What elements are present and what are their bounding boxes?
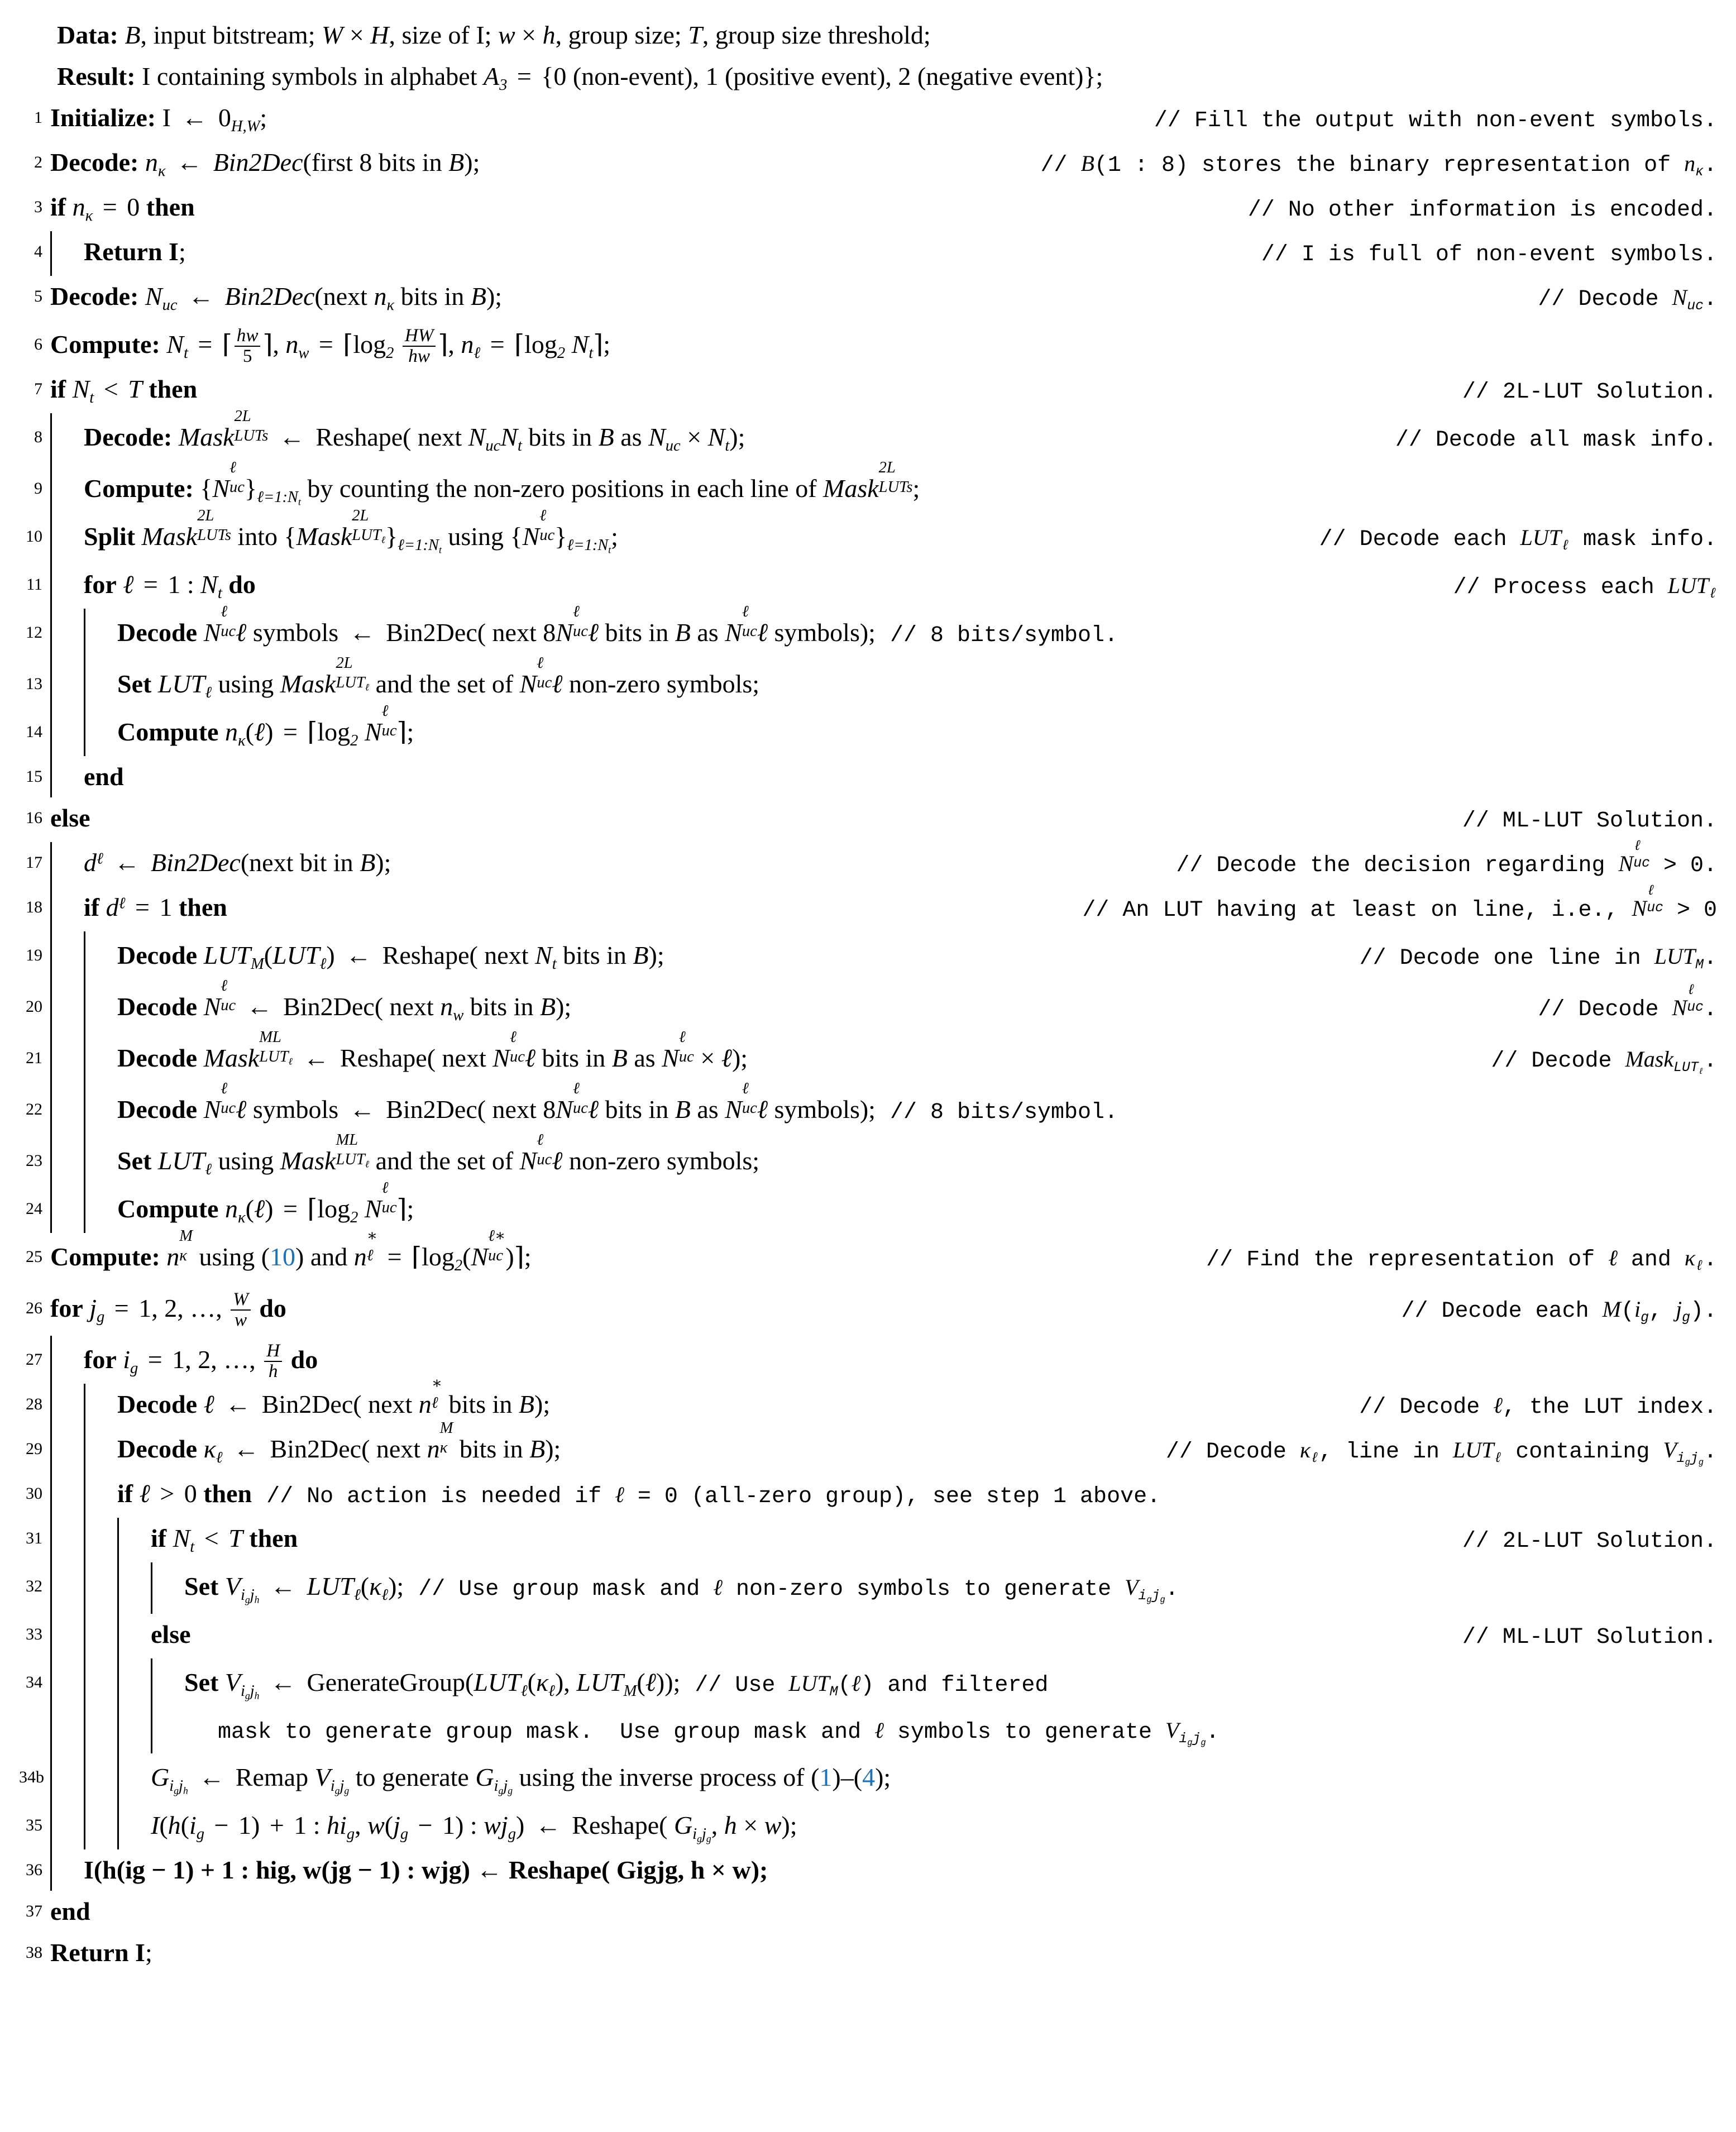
algorithm-line-2 <box>19 142 1717 187</box>
line-comment: // Use $LUT_M(\ell)$ and filtered <box>695 1671 1049 1700</box>
indent-bar <box>50 660 52 708</box>
indent-bar <box>117 1518 119 1562</box>
line-statement: $G_{i_gj_h}$ ← Remap $V_{i_gj_g}$ to generate $G_{i_gj_g}$ using the inverse process of (1)–(4); <box>151 1763 891 1796</box>
line-statement: else <box>151 1620 191 1648</box>
indent-bar <box>50 1086 52 1137</box>
indent-bar <box>84 1710 85 1753</box>
algorithm-data-line <box>19 15 1717 56</box>
indent-bar <box>50 609 52 660</box>
indent-bar <box>151 1710 152 1753</box>
line-statement: if $d^\ell = 1$ then <box>84 893 227 921</box>
indent-bar <box>50 708 52 756</box>
line-statement: Return I; <box>50 1938 152 1967</box>
indent-bar <box>50 1034 52 1086</box>
line-number: 26 <box>26 1299 42 1317</box>
indent-bar <box>50 1710 52 1753</box>
line-content <box>151 1753 1717 1801</box>
line-content <box>50 321 1717 369</box>
algorithm-line-25 <box>19 1227 1717 1284</box>
line-comment: // Process each $LUT_\ell$ <box>1453 573 1717 602</box>
line-content <box>84 838 1717 887</box>
line-comment: // Decode the decision regarding N ℓ uc > 0. <box>1176 838 1717 878</box>
indent-bar <box>84 931 85 983</box>
line-number: 28 <box>26 1395 42 1413</box>
line-content <box>117 1419 1717 1473</box>
line-comment: // Fill the output with non-event symbols. <box>1154 108 1717 133</box>
algorithm-line-11 <box>19 564 1717 609</box>
line-comment: // Decode ℓ, the LUT index. <box>1359 1393 1717 1420</box>
indent-bar <box>50 756 52 797</box>
indent-bar <box>84 1137 85 1185</box>
indent-bars <box>50 564 84 609</box>
indent-bar <box>50 513 52 564</box>
line-comment: // Decode one line in $LUT_M$. <box>1359 944 1717 973</box>
indent-bar <box>117 1614 119 1658</box>
indent-bars <box>50 1336 84 1384</box>
line-comment: // Decode $N_{uc}$. <box>1538 285 1717 314</box>
algorithm-line-7 <box>19 369 1717 413</box>
line-number: 24 <box>26 1199 42 1218</box>
algorithm-line-16 <box>19 797 1717 842</box>
equation-ref-10[interactable]: 10 <box>270 1242 296 1271</box>
line-content <box>50 1891 1717 1932</box>
indent-bar <box>84 1658 85 1710</box>
line-number: 36 <box>26 1861 42 1879</box>
indent-bar <box>50 413 52 465</box>
line-statement: Compute $n_\kappa(\ell)$ = $⌈\log_2$ N ℓ uc ⌉; <box>117 702 414 750</box>
line-number: 38 <box>26 1943 42 1962</box>
line-number: 13 <box>26 675 42 693</box>
equation-ref-1[interactable]: 1 <box>819 1763 833 1791</box>
line-number: 16 <box>26 809 42 827</box>
line-comment: // No action is needed if ℓ = 0 (all-zero group), see step 1 above. <box>266 1482 1161 1509</box>
indent-bars <box>50 609 117 660</box>
line-content <box>84 1336 1717 1384</box>
indent-bars <box>50 231 84 276</box>
line-number: 5 <box>34 287 42 305</box>
line-content <box>184 1562 1717 1614</box>
line-content <box>117 1029 1717 1086</box>
indent-bars <box>50 513 84 564</box>
algorithm-line-33 <box>19 1614 1717 1658</box>
indent-bar <box>50 1614 52 1658</box>
line-comment: // Decode each $LUT_\ell$ mask info. <box>1319 525 1717 554</box>
line-number: 8 <box>34 428 42 446</box>
algorithm-line-22 <box>19 1080 1717 1137</box>
indent-bars <box>50 756 84 797</box>
line-statement: Compute: {N ℓ uc }$_{\ell=1:N_t}$ by counting the non-zero positions in each line of Mask 2L LUTs ; <box>84 459 920 508</box>
line-statement: if ℓ > 0 then <box>117 1479 252 1508</box>
indent-bar <box>84 708 85 756</box>
line-number: 15 <box>26 767 42 786</box>
indent-bar <box>50 887 52 931</box>
line-statement: Split Mask 2L LUTs into {Mask 2L $LUT_\ell$ }$_{\ell=1:N_t}$ using {N ℓ uc }$_{\ell=1:N_t}$; <box>84 507 618 556</box>
line-content <box>84 231 1717 276</box>
line-statement: for $j_g = 1$, 2, …, $\frac{W}{w}$ do <box>50 1289 286 1330</box>
indent-bars <box>50 1710 184 1753</box>
indent-bars <box>50 1428 117 1473</box>
line-statement: for $i_g = 1$, 2, …, $\frac{H}{h}$ do <box>84 1340 318 1382</box>
indent-bars <box>50 1473 117 1518</box>
line-content <box>117 1473 1717 1518</box>
line-number: 25 <box>26 1247 42 1266</box>
line-comment: // Decode each $M(i_g$, $j_g$). <box>1401 1297 1717 1326</box>
line-comment: // I is full of non-event symbols. <box>1261 242 1717 267</box>
algorithm-line-3 <box>19 187 1717 231</box>
line-number: 33 <box>26 1625 42 1643</box>
line-number: 2 <box>34 153 42 171</box>
algorithm-line-34-continuation <box>19 1710 1717 1753</box>
line-comment: // 2L-LUT Solution. <box>1462 1529 1717 1554</box>
line-number: 12 <box>26 623 42 642</box>
line-comment: // ML-LUT Solution. <box>1462 1625 1717 1650</box>
line-comment: // Decode $\kappa_\ell$, line in $LUT_\ell$ containing $V_{i_gj_g}$. <box>1165 1437 1717 1467</box>
line-content <box>84 507 1717 564</box>
indent-bar <box>84 1801 85 1849</box>
line-number: 34b <box>19 1768 44 1786</box>
indent-bar <box>50 1185 52 1233</box>
algorithm-line-37 <box>19 1849 1717 1891</box>
line-statement: Initialize: I ← $0_{H,W}$; <box>50 103 267 136</box>
line-content <box>50 369 1717 413</box>
line-content <box>50 187 1717 231</box>
indent-bars <box>50 887 84 931</box>
algorithm-line-12 <box>19 603 1717 660</box>
line-comment: // B(1 : 8) stores the binary representation of $n_\kappa$. <box>1040 151 1717 180</box>
line-content <box>50 142 1717 187</box>
indent-bars <box>50 465 84 513</box>
algorithm-line-1 <box>19 97 1717 142</box>
indent-bar <box>50 1473 52 1518</box>
indent-bar <box>84 983 85 1034</box>
algorithm-line-30 <box>19 1473 1717 1518</box>
line-comment: // An LUT having at least on line, i.e., N ℓ uc > 0 <box>1082 883 1717 923</box>
result-label: Result: <box>57 62 136 90</box>
line-comment: // 8 bits/symbol. <box>889 623 1118 648</box>
line-number: 4 <box>34 242 42 261</box>
line-comment-continued: mask to generate group mask. Use group mask and ℓ symbols to generate $V_{i_gj_g}$. <box>218 1718 1219 1748</box>
indent-bar <box>50 465 52 513</box>
indent-bar <box>50 1518 52 1562</box>
indent-bar <box>50 1753 52 1801</box>
indent-bar <box>84 1614 85 1658</box>
algorithm-line-26 <box>19 1284 1717 1336</box>
indent-bars <box>50 1849 84 1891</box>
indent-bars <box>50 1801 151 1849</box>
indent-bars <box>50 1753 151 1801</box>
line-statement: Set $LUT_\ell$ using Mask 2L $LUT_\ell$ and the set of N ℓ uc ℓ non-zero symbols; <box>117 654 760 702</box>
line-content <box>151 1801 1717 1849</box>
line-number: 30 <box>26 1484 42 1503</box>
algorithm-line-31 <box>19 1518 1717 1562</box>
algorithm-line-10 <box>19 507 1717 564</box>
line-statement: Set $LUT_\ell$ using Mask ML $LUT_\ell$ and the set of N ℓ uc ℓ non-zero symbols; <box>117 1131 760 1179</box>
line-statement: if $N_t < T$ then <box>50 375 198 407</box>
line-statement: Decode: $n_\kappa$ ← Bin2Dec(first 8 bits in B); <box>50 148 480 180</box>
indent-bar <box>84 1086 85 1137</box>
line-comment: // 2L-LUT Solution. <box>1462 380 1717 405</box>
result-text: I containing symbols in alphabet $A_3 = \{0$ (non-event), 1 (positive event), 2 (negative event)}; <box>142 62 1103 94</box>
indent-bar <box>84 660 85 708</box>
line-statement: Decode N ℓ uc ← Bin2Dec( next $n_w$ bits in B); <box>117 977 572 1025</box>
line-content <box>84 883 1717 931</box>
line-content <box>50 1284 1717 1336</box>
algorithm-line-28 <box>19 1375 1717 1428</box>
indent-bar <box>50 1801 52 1849</box>
indent-bar <box>151 1562 152 1614</box>
algorithm-line-24 <box>19 1179 1717 1233</box>
indent-bar <box>84 1384 85 1428</box>
line-comment: // Use group mask and ℓ non-zero symbols to generate $V_{i_gj_g}$. <box>418 1575 1179 1605</box>
algorithm-line-20 <box>19 977 1717 1034</box>
algorithm-line-17 <box>19 838 1717 887</box>
line-number: 9 <box>34 479 42 498</box>
line-number: 17 <box>26 853 42 872</box>
line-number: 6 <box>34 335 42 353</box>
indent-bar <box>50 1658 52 1710</box>
indent-bar <box>50 1137 52 1185</box>
indent-bar <box>50 1849 52 1891</box>
algorithm-line-4 <box>19 231 1717 276</box>
line-statement: else <box>50 804 90 832</box>
line-statement: Set $V_{i_gj_h}$ ← $GenerateGroup(LUT_\ell(\kappa_\ell)$, $LUT_M(\ell)$); <box>184 1668 681 1701</box>
algorithm-line-18 <box>19 883 1717 931</box>
indent-bar <box>84 1562 85 1614</box>
line-statement: Compute $n_\kappa(\ell)$ = $⌈\log_2$ N ℓ uc ⌉; <box>117 1179 414 1227</box>
algorithm-line-5 <box>19 276 1717 321</box>
indent-bars <box>50 1034 117 1086</box>
indent-bar <box>84 1034 85 1086</box>
indent-bars <box>50 1137 117 1185</box>
line-statement: for ℓ = 1 : $N_t$ do <box>84 570 256 603</box>
line-statement: if $N_t < T$ then <box>151 1524 298 1556</box>
algorithm-line-6 <box>19 321 1717 369</box>
indent-bar <box>50 931 52 983</box>
line-number: 29 <box>26 1440 42 1458</box>
indent-bar <box>84 1428 85 1473</box>
line-statement: Decode N ℓ uc ℓ symbols ← Bin2Dec( next 8N ℓ uc ℓ bits in B as N ℓ uc ℓ symbols); <box>117 603 876 647</box>
line-number: 1 <box>34 108 42 127</box>
line-comment: // ML-LUT Solution. <box>1462 809 1717 834</box>
line-number: 11 <box>26 575 42 594</box>
algorithm-line-23 <box>19 1131 1717 1185</box>
algorithm-line-39 <box>19 1932 1717 1973</box>
indent-bars <box>50 1086 117 1137</box>
ref-dash: – <box>840 1763 854 1791</box>
line-statement: $d^\ell$ ← Bin2Dec(next bit in B); <box>84 848 391 877</box>
indent-bar <box>50 842 52 887</box>
indent-bars <box>50 1185 117 1233</box>
line-statement: Set $V_{i_gj_h}$ ← $LUT_\ell(\kappa_\ell)$; <box>184 1572 404 1605</box>
line-content <box>50 797 1717 842</box>
algorithm-line-14 <box>19 702 1717 756</box>
line-number: 34 <box>26 1673 42 1691</box>
line-content <box>151 1518 1717 1562</box>
line-statement: Return I; <box>84 237 186 266</box>
algorithm-result-line <box>19 56 1717 97</box>
indent-bars <box>50 1384 117 1428</box>
indent-bars <box>50 1518 151 1562</box>
indent-bar <box>117 1658 119 1710</box>
indent-bars <box>50 1614 151 1658</box>
line-content <box>151 1614 1717 1658</box>
line-comment: // 8 bits/symbol. <box>889 1100 1118 1125</box>
algorithm-line-35 <box>19 1753 1717 1801</box>
algorithm-line-36 <box>19 1801 1717 1849</box>
indent-bar <box>50 1336 52 1384</box>
line-statement: Decode ℓ ← Bin2Dec( next n ∗ ℓ bits in B); <box>117 1375 551 1418</box>
line-content <box>84 756 1717 797</box>
line-comment: // Decode N ℓ uc . <box>1538 982 1717 1022</box>
line-comment: // Find the representation of ℓ and $\kappa_\ell$. <box>1206 1245 1717 1274</box>
algorithm-line-34 <box>19 1658 1717 1710</box>
line-statement: end <box>50 1897 90 1925</box>
indent-bars <box>50 842 84 887</box>
line-number: 37 <box>26 1902 42 1920</box>
line-number: 14 <box>26 723 42 741</box>
line-number: 3 <box>34 198 42 216</box>
line-comment: // Decode Mask$_{LUT_\ell}$. <box>1491 1046 1717 1077</box>
line-number: 27 <box>26 1350 42 1369</box>
indent-bars <box>50 1658 184 1710</box>
indent-bar <box>50 1384 52 1428</box>
line-statement: end <box>84 762 124 791</box>
indent-bar <box>50 1428 52 1473</box>
line-content <box>84 564 1717 609</box>
line-statement: Decode Mask ML $LUT_\ell$ ← Reshape( next N ℓ uc ℓ bits in B as N ℓ uc × ℓ); <box>117 1029 748 1072</box>
indent-bars <box>50 413 84 465</box>
indent-bar <box>117 1710 119 1753</box>
indent-bar <box>50 564 52 609</box>
line-content <box>117 603 1717 660</box>
line-content <box>117 702 1717 756</box>
indent-bar <box>50 231 52 276</box>
algorithm-line-8 <box>19 408 1717 465</box>
line-number: 23 <box>26 1151 42 1170</box>
indent-bar <box>117 1801 119 1849</box>
line-content <box>50 276 1717 321</box>
indent-bars <box>50 708 117 756</box>
line-statement: Compute: n M κ using (10) and n ∗ ℓ = $⌈\log_2(N$ ℓ∗ uc )⌉; <box>50 1227 532 1275</box>
equation-ref-4[interactable]: 4 <box>862 1763 876 1791</box>
line-statement: Decode N ℓ uc ℓ symbols ← Bin2Dec( next 8N ℓ uc ℓ bits in B as N ℓ uc ℓ symbols); <box>117 1080 876 1124</box>
algorithm-line-21 <box>19 1029 1717 1086</box>
line-statement: I(h(ig − 1) + 1 : hig, w(jg − 1) : wjg) ← Reshape( Gigjg, h × w); <box>84 1856 768 1884</box>
line-number: 18 <box>26 898 42 916</box>
line-content <box>117 1131 1717 1185</box>
line-content <box>50 97 1717 142</box>
algorithm-line-38 <box>19 1891 1717 1932</box>
line-comment: // Decode all mask info. <box>1395 428 1717 453</box>
algorithm-line-29 <box>19 1419 1717 1473</box>
algorithm-line-13 <box>19 654 1717 708</box>
line-statement: Decode $\kappa_\ell$ ← Bin2Dec( next n M κ bits in B); <box>117 1419 561 1467</box>
line-number: 7 <box>34 380 42 398</box>
line-comment: // No other information is encoded. <box>1247 198 1717 223</box>
line-content <box>117 1080 1717 1137</box>
indent-bars <box>50 931 117 983</box>
indent-bars <box>50 983 117 1034</box>
algorithm-line-9 <box>19 459 1717 513</box>
indent-bars <box>50 1562 184 1614</box>
line-statement: Compute: $N_t$ = ⌈ $\frac{hw}{5}$ ⌉, $n_w$ = $⌈\log_2$ $\frac{HW}{hw}$ ⌉, $n_\ell$ = $⌈\log_2$ $N_t⌉$; <box>50 325 611 366</box>
line-content <box>84 408 1717 465</box>
line-statement: $I(h(i_g - 1) + 1$ : $hi_g$, $w(j_g - 1)$ : $wj_g$) ← Reshape( $G_{i_gj_g}$, h × w); <box>151 1811 797 1844</box>
line-content <box>117 1179 1717 1233</box>
line-content <box>184 1710 1717 1753</box>
indent-bar <box>84 1753 85 1801</box>
line-number: 20 <box>26 997 42 1016</box>
indent-bar <box>84 1473 85 1518</box>
line-statement: Decode: Mask 2L LUTs ← Reshape( next $N_{uc}N_t$ bits in B as $N_{uc} \times N_t$); <box>84 408 745 455</box>
line-statement: Decode: $N_{uc}$ ← Bin2Dec(next $n_\kappa$ bits in B); <box>50 282 503 314</box>
algorithm-line-19 <box>19 931 1717 983</box>
line-number: 19 <box>26 946 42 964</box>
indent-bar <box>84 609 85 660</box>
algorithm-line-15 <box>19 756 1717 797</box>
algorithm-line-27 <box>19 1336 1717 1384</box>
line-number: 22 <box>26 1100 42 1118</box>
indent-bars <box>50 660 117 708</box>
data-text: B, input bitstream; W × H, size of I; w × h, group size; T, group size threshold; <box>125 21 931 49</box>
indent-bar <box>50 1562 52 1614</box>
line-content <box>184 1658 1717 1710</box>
line-content <box>50 1932 1717 1973</box>
indent-bar <box>50 983 52 1034</box>
indent-bar <box>117 1753 119 1801</box>
line-content <box>117 1375 1717 1428</box>
algorithm-line-32 <box>19 1562 1717 1614</box>
line-number: 32 <box>26 1577 42 1595</box>
line-statement: if $n_\kappa = 0$ then <box>50 193 195 225</box>
line-content <box>117 654 1717 708</box>
line-content <box>84 1849 1717 1891</box>
line-content <box>84 459 1717 513</box>
line-number: 10 <box>26 527 42 546</box>
data-label: Data: <box>57 21 118 49</box>
line-content <box>117 977 1717 1034</box>
indent-bar <box>84 1518 85 1562</box>
line-number: 21 <box>26 1049 42 1067</box>
line-number: 35 <box>26 1816 42 1834</box>
indent-bar <box>84 1185 85 1233</box>
line-content <box>117 931 1717 983</box>
line-number: 31 <box>26 1529 42 1547</box>
line-content <box>50 1227 1717 1284</box>
indent-bar <box>117 1562 119 1614</box>
line-statement: Decode $LUT_M(LUT_\ell)$ ← Reshape( next $N_t$ bits in B); <box>117 941 664 973</box>
indent-bar <box>151 1658 152 1710</box>
